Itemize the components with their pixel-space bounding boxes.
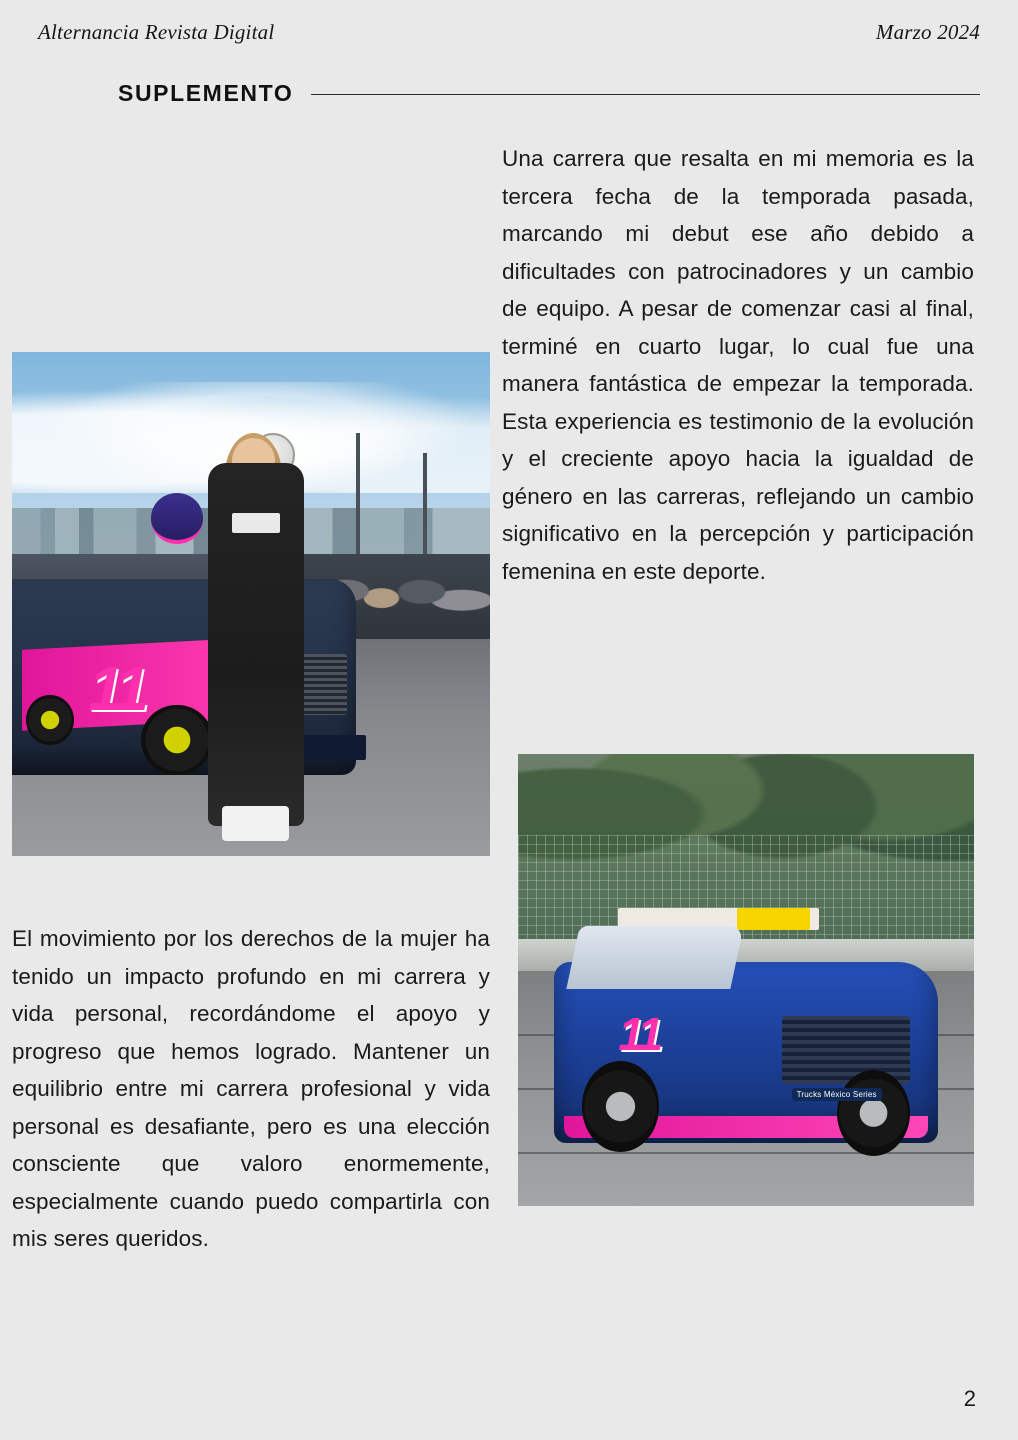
helmet-icon [151, 493, 204, 543]
publication-title: Alternancia Revista Digital [38, 20, 275, 44]
section-divider [311, 94, 980, 95]
track-line [518, 1152, 974, 1154]
masthead [38, 20, 980, 45]
race-truck-on-track-photo [518, 754, 974, 1206]
truck-number: 11 [618, 1008, 661, 1061]
section-header [118, 80, 980, 107]
driver-with-truck-photo [12, 352, 490, 856]
truck-wheel [141, 705, 213, 776]
left-column [12, 920, 490, 1258]
right-column [502, 140, 974, 590]
right-column-paragraph: Una carrera que resalta en mi memoria es la tercera fecha de la temporada pasada, marcando mi debut ese año debido a dificultades con patrocinadores y un cambio de equipo. A pesar de comenzar casi al final, terminé en cuarto lugar, lo cual fue una manera fantástica de empezar la temporada. Esta experiencia es testimonio de la evolución y el creciente apoyo hacia la igualdad de género en las carreras, reflejando un cambio significativo en la percepción y participación femenina en este deporte. [502, 146, 974, 584]
truck-wheel [582, 1061, 660, 1151]
light-pole-icon [423, 453, 427, 564]
series-badge: Trucks México Series [792, 1088, 882, 1101]
truck-number: 11 [88, 655, 145, 725]
truck-wheel [837, 1070, 910, 1156]
left-column-paragraph: El movimiento por los derechos de la mujer ha tenido un impacto profundo en mi carrera y vida personal, recordándome el apoyo y progreso que hemos logrado. Mantener un equilibrio entre mi carrera profesional y vida personal es desafiante, pero es una elección consciente que valoro enormemente, especialmente cuando puedo compartirla con mis seres queridos. [12, 926, 490, 1251]
truck-wheel [26, 695, 74, 745]
sponsor-banner-highlight [737, 908, 810, 931]
suit-sponsor-logo [232, 513, 280, 533]
driver-boots [222, 806, 289, 841]
page-number: 2 [963, 1386, 976, 1411]
section-label: SUPLEMENTO [118, 80, 294, 106]
light-pole-icon [356, 433, 360, 564]
truck-grille [782, 1016, 910, 1084]
issue-date: Marzo 2024 [875, 20, 980, 44]
truck-windshield [566, 926, 744, 989]
